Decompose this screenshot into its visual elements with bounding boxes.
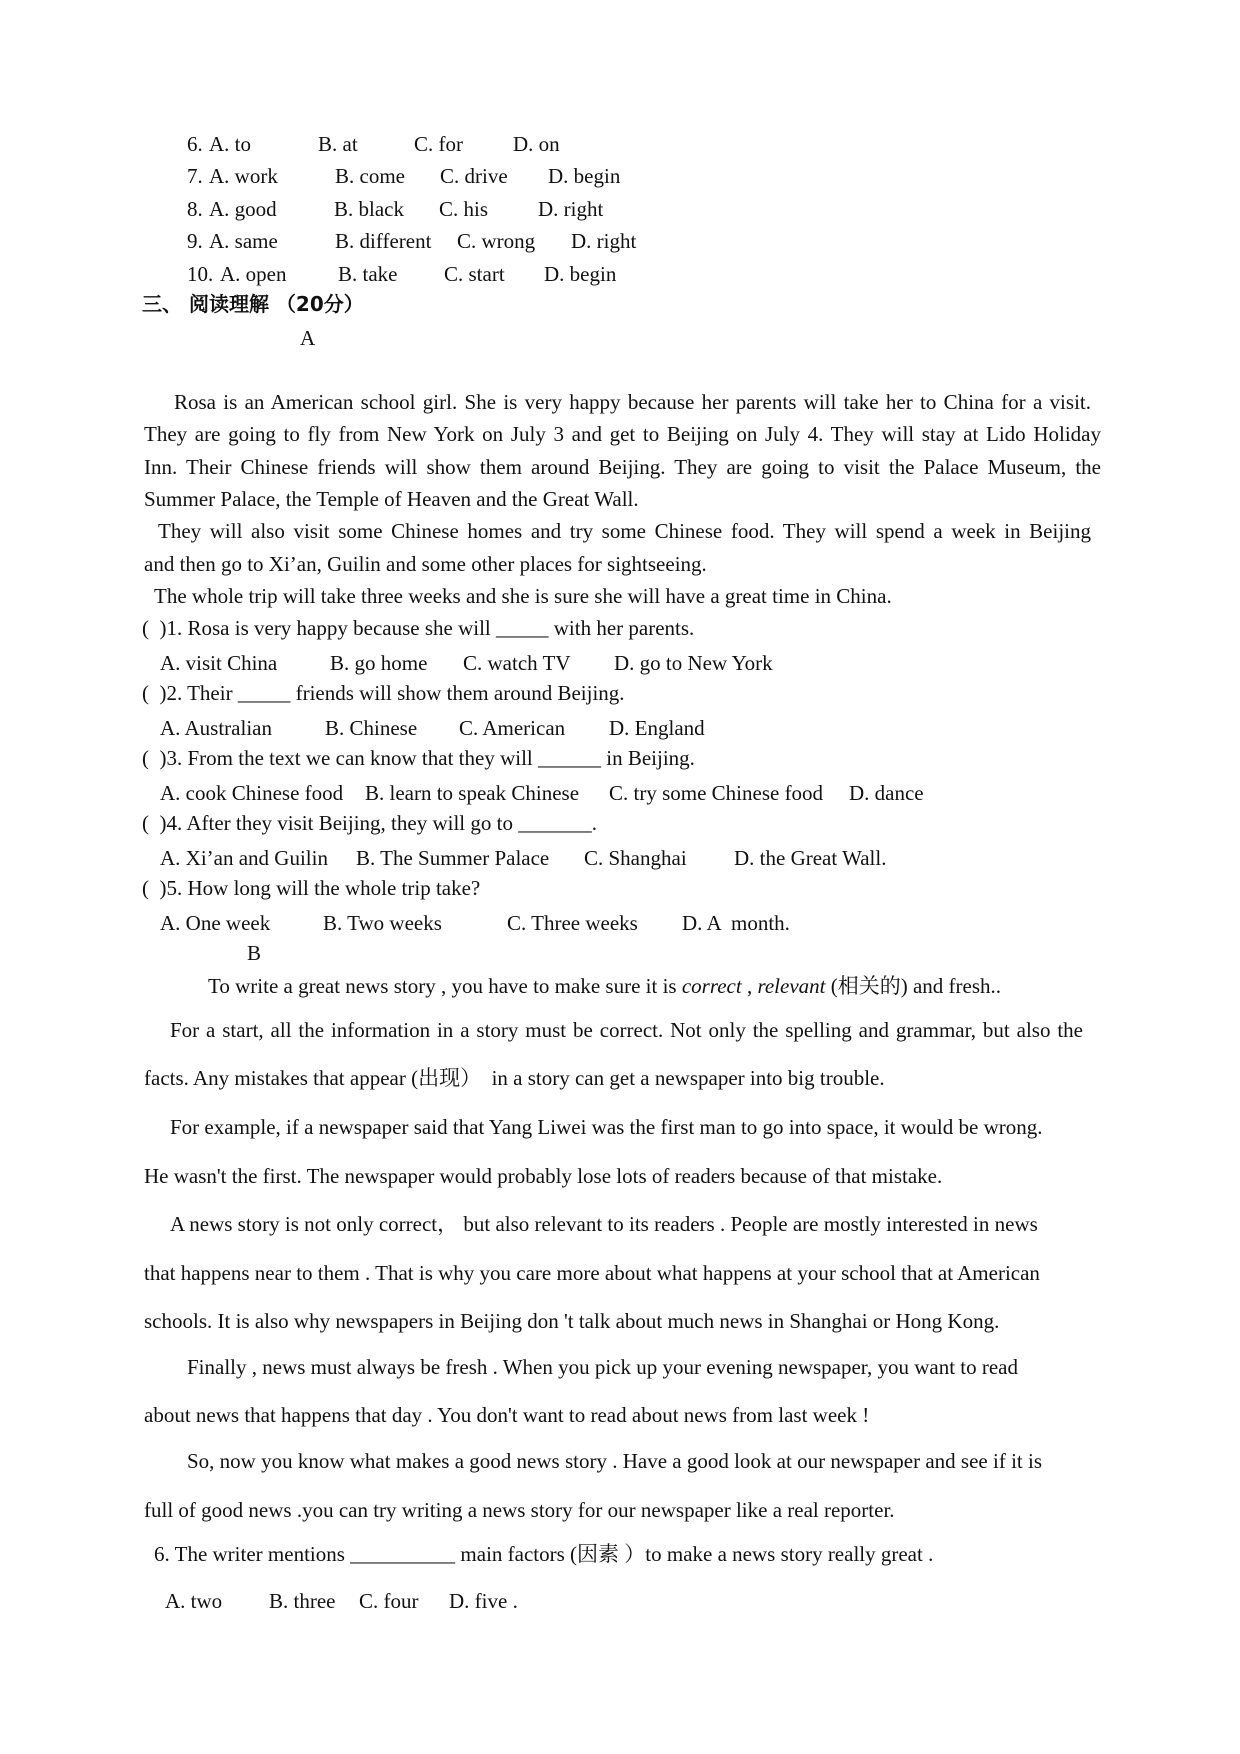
paragraph-line: For example, if a newspaper said that Yang Liwei was the first man to go into space, it would be wrong. bbox=[170, 1115, 1043, 1139]
question-stem: ( )5. How long will the whole trip take? bbox=[142, 876, 481, 900]
option-a: A. One week bbox=[160, 911, 271, 935]
option-d: D. begin bbox=[548, 164, 621, 188]
option-b: B. Chinese bbox=[325, 716, 418, 740]
option-d: D. England bbox=[609, 716, 705, 740]
paragraph-line: Summer Palace, the Temple of Heaven and the Great Wall. bbox=[144, 487, 639, 511]
paragraph-line: For a start, all the information in a story must be correct. Not only the spelling and grammar, but also the bbox=[170, 1018, 1083, 1042]
paragraph-line: schools. It is also why newspapers in Beijing don 't talk about much news in Shanghai or Hong Kong. bbox=[144, 1309, 1000, 1333]
option-a: A. Xi’an and Guilin bbox=[160, 846, 328, 870]
paragraph-line: They will also visit some Chinese homes and try some Chinese food. They will spend a week in Beijing bbox=[158, 519, 1091, 543]
option-d: D. the Great Wall. bbox=[734, 846, 887, 870]
option-b: B. The Summer Palace bbox=[356, 846, 550, 870]
option-b: B. Two weeks bbox=[323, 911, 442, 935]
question-stem: 6. The writer mentions __________ main factors (因素 ）to make a news story really great . bbox=[154, 1542, 934, 1566]
paragraph-line: about news that happens that day . You don't want to read about news from last week ! bbox=[144, 1403, 870, 1427]
paragraph-line: A news story is not only correct， but also relevant to its readers . People are mostly interested in news bbox=[170, 1212, 1038, 1236]
paragraph-line: So, now you know what makes a good news story . Have a good look at our newspaper and see if it is bbox=[187, 1449, 1043, 1473]
option-d: D. begin bbox=[544, 262, 617, 286]
paragraph-line: full of good news .you can try writing a news story for our newspaper like a real reporter. bbox=[144, 1498, 895, 1522]
option-a: A. good bbox=[209, 197, 277, 221]
option-d: D. A month. bbox=[682, 911, 790, 935]
option-c: C. for bbox=[414, 132, 463, 156]
paragraph-line: The whole trip will take three weeks and she is sure she will have a great time in China. bbox=[154, 584, 892, 608]
option-a: A. two bbox=[165, 1589, 223, 1613]
option-a: A. to bbox=[209, 132, 251, 156]
option-c: C. American bbox=[459, 716, 566, 740]
question-stem: ( )3. From the text we can know that they will ______ in Beijing. bbox=[142, 746, 695, 770]
option-a: A. same bbox=[209, 229, 278, 253]
option-b: B. take bbox=[338, 262, 398, 286]
option-b: B. black bbox=[334, 197, 404, 221]
passage-a-label: A bbox=[300, 326, 316, 350]
option-d: D. five . bbox=[449, 1589, 518, 1613]
option-c: C. try some Chinese food bbox=[609, 781, 824, 805]
intro-comma: , bbox=[741, 974, 758, 998]
option-b: B. learn to speak Chinese bbox=[365, 781, 580, 805]
option-c: C. drive bbox=[440, 164, 508, 188]
intro-keyword-correct: correct bbox=[681, 974, 742, 998]
option-c: C. four bbox=[359, 1589, 419, 1613]
option-c: C. his bbox=[439, 197, 489, 221]
paragraph-line: Inn. Their Chinese friends will show them around Beijing. They are going to visit the Palace Museum, the bbox=[144, 455, 1101, 479]
question-stem: ( )4. After they visit Beijing, they will go to _______. bbox=[142, 811, 597, 835]
paragraph-line: that happens near to them . That is why you care more about what happens at your school that at American bbox=[144, 1261, 1040, 1285]
option-b: B. come bbox=[335, 164, 405, 188]
passage-b-intro bbox=[208, 976, 1001, 997]
option-b: B. go home bbox=[330, 651, 428, 675]
item-number: 8. bbox=[187, 197, 203, 221]
question-stem: ( )1. Rosa is very happy because she will _____ with her parents. bbox=[142, 616, 695, 640]
intro-keyword-relevant: relevant bbox=[757, 974, 826, 998]
option-c: C. start bbox=[444, 262, 505, 286]
option-d: D. dance bbox=[849, 781, 924, 805]
section-title: 三、 阅读理解 （20分） bbox=[142, 292, 364, 316]
intro-tail: (相关的) and fresh.. bbox=[825, 974, 1002, 998]
item-number: 9. bbox=[187, 229, 203, 253]
paragraph-line: They are going to fly from New York on July 3 and get to Beijing on July 4. They will stay at Lido Holiday bbox=[144, 422, 1101, 446]
option-d: D. right bbox=[538, 197, 604, 221]
passage-b-label: B bbox=[247, 941, 262, 965]
paragraph-line: Rosa is an American school girl. She is very happy because her parents will take her to China for a visit. bbox=[174, 390, 1091, 414]
question-stem: ( )2. Their _____ friends will show them around Beijing. bbox=[142, 681, 625, 705]
option-a: A. work bbox=[209, 164, 278, 188]
paragraph-line: and then go to Xi’an, Guilin and some other places for sightseeing. bbox=[144, 552, 707, 576]
item-number: 6. bbox=[187, 132, 203, 156]
option-c: C. watch TV bbox=[463, 651, 571, 675]
paragraph-line: facts. Any mistakes that appear (出现） in a story can get a newspaper into big trouble. bbox=[144, 1066, 885, 1090]
item-number: 7. bbox=[187, 164, 203, 188]
option-a: A. open bbox=[220, 262, 287, 286]
paragraph-line: Finally , news must always be fresh . When you pick up your evening newspaper, you want to read bbox=[187, 1355, 1018, 1379]
option-c: C. Shanghai bbox=[584, 846, 687, 870]
option-c: C. wrong bbox=[457, 229, 536, 253]
option-a: A. visit China bbox=[160, 651, 278, 675]
option-a: A. cook Chinese food bbox=[160, 781, 344, 805]
option-b: B. three bbox=[269, 1589, 336, 1613]
option-d: D. on bbox=[513, 132, 560, 156]
paragraph-line: He wasn't the first. The newspaper would probably lose lots of readers because of that mistake. bbox=[144, 1164, 943, 1188]
option-b: B. at bbox=[318, 132, 358, 156]
option-d: D. right bbox=[571, 229, 637, 253]
option-c: C. Three weeks bbox=[507, 911, 638, 935]
intro-text: To write a great news story , you have to make sure it is bbox=[208, 974, 682, 998]
item-number: 10. bbox=[187, 262, 214, 286]
option-b: B. different bbox=[335, 229, 432, 253]
option-d: D. go to New York bbox=[614, 651, 773, 675]
option-a: A. Australian bbox=[160, 716, 272, 740]
